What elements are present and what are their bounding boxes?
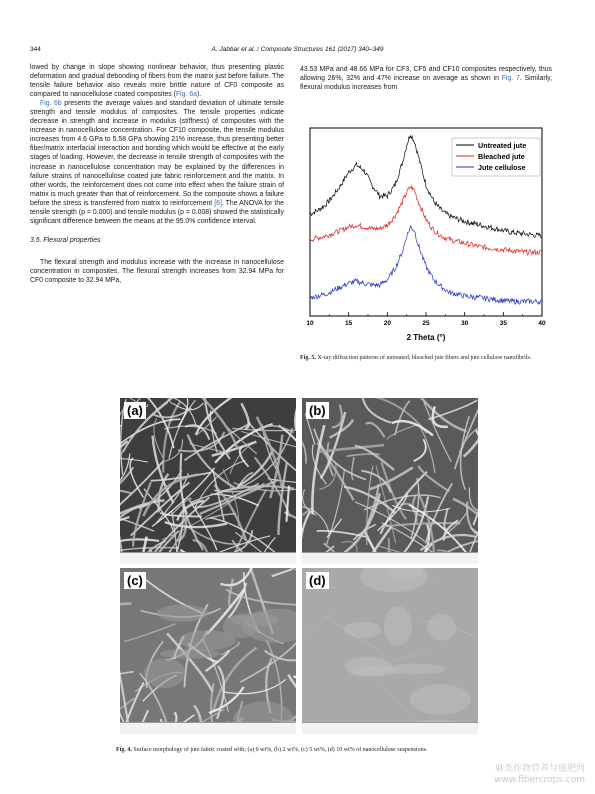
figure-link[interactable]: Fig. 7	[501, 75, 520, 83]
panel-label-a: (a)	[124, 402, 146, 419]
x-tick-label: 20	[383, 320, 391, 327]
nanocellulose-film	[383, 664, 447, 675]
sem-micrograph-a	[120, 398, 296, 564]
paragraph-text: . Similarly, flexural modulus increases from	[300, 75, 552, 92]
x-tick-label: 10	[306, 320, 314, 327]
figure-5-caption	[300, 354, 552, 362]
xrd-chart	[300, 120, 552, 346]
paragraph-3: The flexural strength and modulus increase with the increase in nanocellulose concentration in composites. The flexural strength increases from 32.94 MPa for CF0 composite to 32.94 MPa,	[30, 258, 284, 284]
paragraph-text: ).	[197, 91, 202, 99]
nanocellulose-film	[231, 613, 280, 627]
caption-text: Surface morphology of jute fabric coated with; (a) 0 wt%, (b) 2 wt%, (c) 5 wt%, (d) 10 wt% of nanocellulose suspensions.	[133, 747, 428, 753]
x-tick-label: 40	[538, 320, 546, 327]
sem-info-bar	[302, 722, 478, 734]
left-text-column	[30, 63, 284, 285]
paragraph-right-1	[300, 65, 552, 92]
caption-text: X-ray diffraction patterns of untreated, bleached jute fibers and jute cellulose nanofibrils.	[317, 355, 532, 361]
x-tick-label: 25	[422, 320, 430, 327]
page-number: 344	[30, 46, 41, 53]
x-axis-label: 2 Theta (°)	[406, 333, 446, 342]
figure-4-caption	[116, 746, 496, 754]
nanocellulose-film	[410, 684, 471, 715]
nanocellulose-film	[344, 622, 381, 638]
series-line	[310, 226, 541, 304]
paragraph-text: presents the average values and standard deviation of ultimate tensile strength and tensile modulus of composites. The tensile properties indicate decrease in strength and increase in modulus (stiffness) of composites with the increase in nanocellulose concentration. For CF10 composite, the tensile modulus increases from 4.6 GPa to 5.58 GPa showing 21% increase, thus presenting better fiber/matrix interfacial interaction and bonding which would be effective at the early stages of loading. However, the decrease in tensile strength of composites with the increase in nanocellulose concentration may be explained by the differences in failure strains of nanocellulose coated jute fabric reinforcement and the matrix. In other words, the reinforcement does not come into effect when the failure strain of matrix is much greater than that of reinforcement. So the composite shows a failure before the stress is transferred from matrix to reinforcement	[30, 100, 284, 207]
right-text-column	[300, 65, 552, 92]
legend-entry: Untreated jute	[478, 141, 527, 150]
xrd-chart-svg	[300, 120, 552, 346]
watermark-line-1: 麻类作物营养与施肥网	[494, 764, 585, 774]
series-line	[310, 186, 541, 255]
panel-label-c: (c)	[124, 572, 146, 589]
sem-info-bar	[120, 722, 296, 734]
nanocellulose-film	[157, 605, 208, 622]
section-heading: 3.5. Flexural properties	[30, 236, 101, 244]
x-tick-label: 35	[499, 320, 507, 327]
panel-label-b: (b)	[306, 402, 329, 419]
nanocellulose-film	[384, 606, 412, 646]
nanocellulose-film	[427, 614, 456, 641]
sem-panel-b	[302, 398, 478, 564]
paragraph-text: lowed by change in slope showing nonlinear behavior, thus presenting plastic deformation and gradual debonding of fibers from the matrix just before failure. The tensile failure behavior also reveals more brittle nature of CF0 composite as compared to nanocellulose coated composites (	[30, 64, 284, 99]
sem-panel-a	[120, 398, 296, 564]
legend-entry: Bleached jute	[478, 152, 525, 161]
legend-entry: Jute cellulose	[478, 163, 526, 172]
x-tick-label: 15	[345, 320, 353, 327]
figure-link[interactable]: Fig. 6a	[175, 91, 198, 99]
sem-info-bar	[120, 552, 296, 564]
paragraph-text: . The ANOVA for the tensile strength (p = 0.000) and tensile modulus (p = 0.008) showed the statistically significant difference between the means at the 95.0% confidence interval.	[30, 199, 285, 225]
watermark-line-2: www.fibercrops.com	[494, 775, 585, 785]
caption-label: Fig. 4.	[116, 747, 132, 753]
nanocellulose-film	[160, 649, 221, 659]
citation-link[interactable]: [6]	[214, 199, 222, 207]
caption-label: Fig. 5.	[300, 355, 316, 361]
sem-panel-c	[120, 568, 296, 734]
nanocellulose-film	[144, 658, 186, 688]
x-tick-label: 30	[461, 320, 469, 327]
sem-micrograph-b	[302, 398, 478, 564]
paragraph-2	[30, 99, 284, 226]
watermark	[494, 764, 585, 786]
panel-label-d: (d)	[306, 572, 329, 589]
paragraph-text: 43.53 MPa and 48.66 MPa for CF3, CF5 and CF10 composites respectively, thus allowing 26%, 32% and 47% increase on average as shown in	[300, 66, 552, 83]
sem-micrograph-d	[302, 568, 478, 734]
running-header: A. Jabbar et al. / Composite Structures 161 (2017) 340–349	[211, 46, 384, 53]
sem-info-bar	[302, 552, 478, 564]
paragraph-1	[30, 63, 284, 99]
figure-link[interactable]: Fig. 6b	[40, 100, 62, 108]
sem-micrograph-c	[120, 568, 296, 734]
sem-panel-d	[302, 568, 478, 734]
sem-image-grid	[120, 398, 478, 734]
